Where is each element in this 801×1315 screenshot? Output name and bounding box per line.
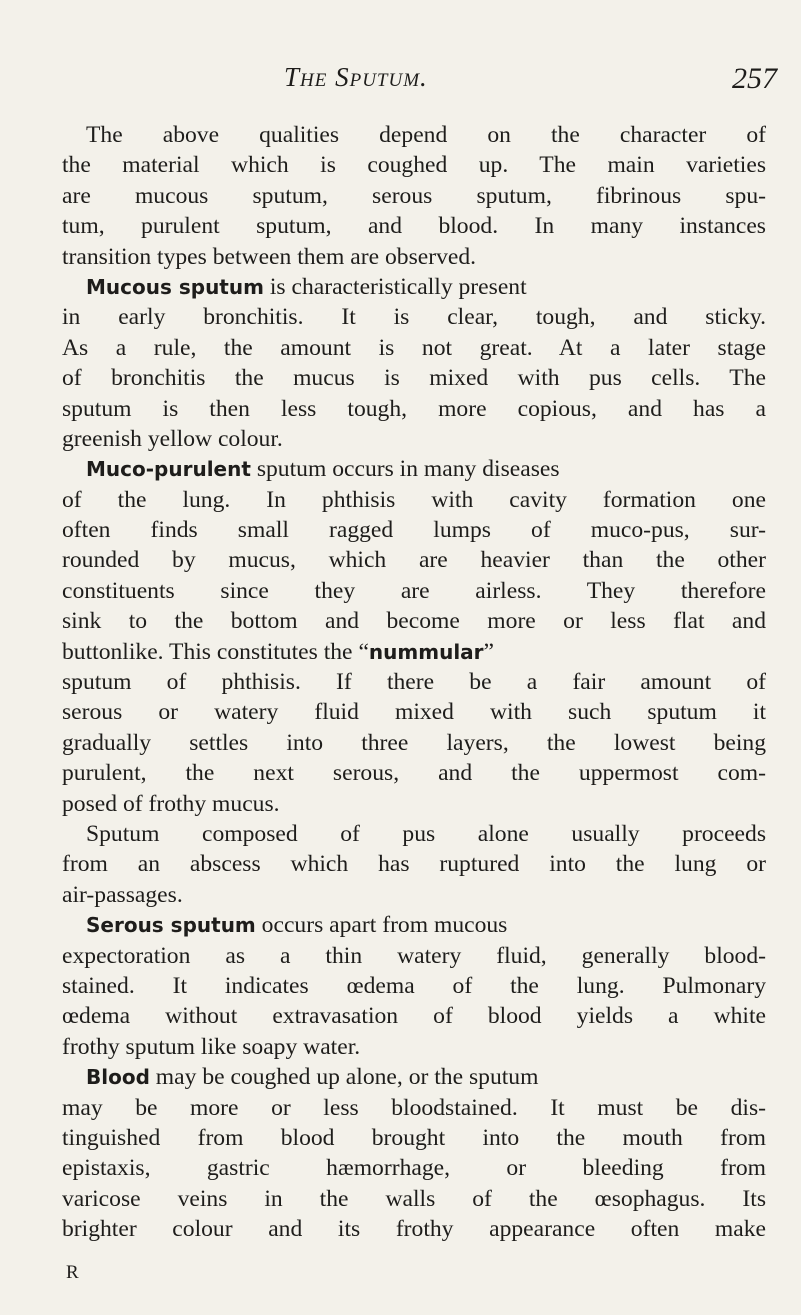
text-line: serous or watery fluid mixed with such sputum it [62,699,766,726]
text-line: sputum is then less tough, more copious, and has a [62,395,766,422]
text-line: Serous sputum occurs apart from mucous [86,912,508,939]
text-line: brighter colour and its frothy appearance often make [62,1216,766,1243]
section-lead-serous: Serous sputum [86,913,256,938]
text-line: Mucous sputum is characteristically present [86,273,527,300]
text-line: Blood may be coughed up alone, or the sputum [86,1064,539,1091]
page-number: 257 [732,62,777,95]
text-line: buttonlike. This constitutes the “nummular” [62,638,495,665]
text-line: œdema without extravasation of blood yields a white [62,1003,766,1030]
text-line: tum, purulent sputum, and blood. In many instances [62,213,766,240]
body-text [62,120,766,1244]
running-title: The Sputum. [284,62,428,92]
section-lead-blood: Blood [86,1065,150,1090]
text-line: sink to the bottom and become more or less flat and [62,608,766,635]
text-line: As a rule, the amount is not great. At a later stage [62,334,766,361]
text-line: of bronchitis the mucus is mixed with pus cells. The [62,365,766,392]
text-line: Sputum composed of pus alone usually proceeds [86,820,766,847]
text-line: air-passages. [62,881,183,908]
text-line: The above qualities depend on the character of [86,122,766,148]
text-line: tinguished from blood brought into the mouth from [62,1124,766,1151]
text-line: the material which is coughed up. The main varieties [62,152,766,179]
text-line: rounded by mucus, which are heavier than the other [62,547,766,574]
text-line: Muco-purulent sputum occurs in many diseases [86,456,560,483]
text-line: expectoration as a thin watery fluid, generally blood- [62,942,766,969]
text-line: frothy sputum like soapy water. [62,1033,361,1060]
section-lead-mucous: Mucous sputum [86,274,264,299]
text-line: epistaxis, gastric hæmorrhage, or bleeding from [62,1155,766,1182]
page-header [0,62,801,102]
text-line: gradually settles into three layers, the lowest being [62,729,766,756]
text-line: greenish yellow colour. [62,425,283,452]
text-line: constituents since they are airless. They therefore [62,577,766,604]
term-nummular: nummular [368,639,484,664]
text-line: of the lung. In phthisis with cavity formation one [62,486,766,513]
signature-mark: R [66,1262,79,1283]
text-line: transition types between them are observed. [62,243,477,270]
text-line: sputum of phthisis. If there be a fair amount of [62,669,766,696]
text-line: often finds small ragged lumps of muco-pus, sur- [62,517,766,544]
text-line: posed of frothy mucus. [62,790,280,817]
text-line: purulent, the next serous, and the uppermost com- [62,760,766,787]
text-line: may be more or less bloodstained. It must be dis- [62,1094,766,1121]
text-line: stained. It indicates œdema of the lung. Pulmonary [62,972,766,999]
text-line: from an abscess which has ruptured into the lung or [62,851,766,878]
text-line: varicose veins in the walls of the œsophagus. Its [62,1185,766,1212]
text-line: are mucous sputum, serous sputum, fibrinous spu- [62,182,766,209]
text-line: in early bronchitis. It is clear, tough, and sticky. [62,304,766,331]
section-lead-muco-purulent: Muco-purulent [86,457,251,482]
